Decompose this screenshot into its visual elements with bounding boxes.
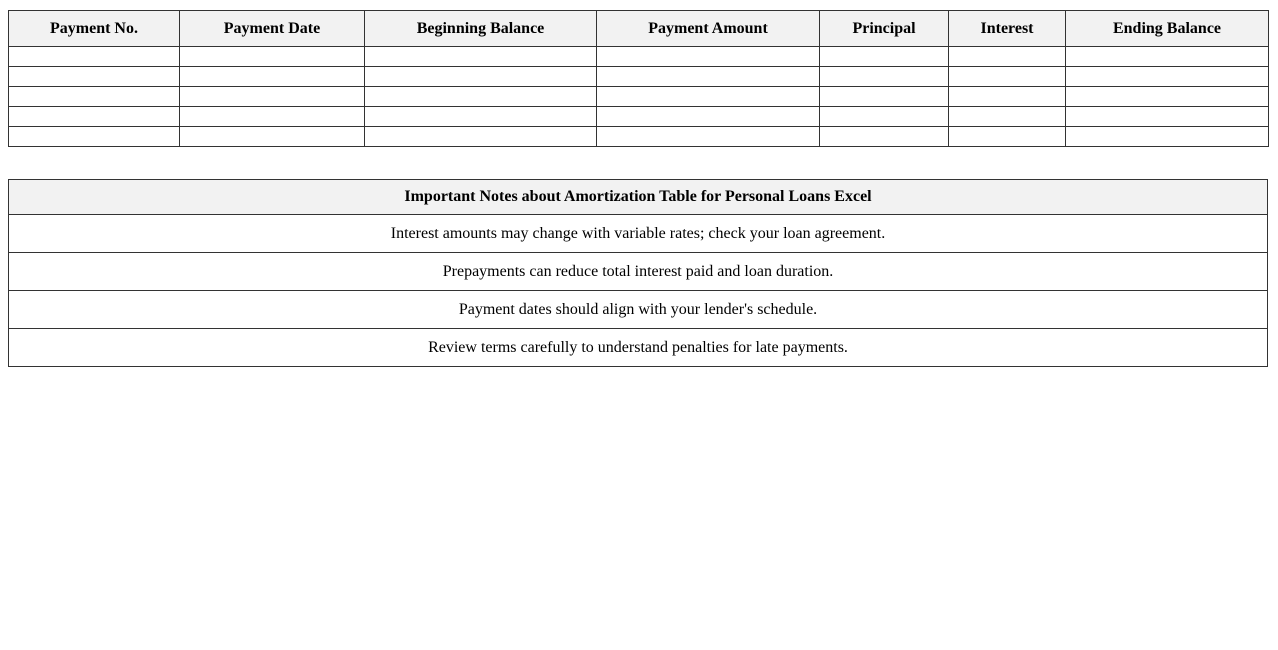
note-text: Prepayments can reduce total interest paid and loan duration. xyxy=(9,253,1268,291)
table-cell xyxy=(820,47,949,67)
table-cell xyxy=(820,127,949,147)
table-cell xyxy=(180,67,365,87)
table-cell xyxy=(597,67,820,87)
table-cell xyxy=(180,87,365,107)
column-header-interest: Interest xyxy=(949,11,1066,47)
table-cell xyxy=(9,67,180,87)
table-cell xyxy=(9,47,180,67)
table-cell xyxy=(820,87,949,107)
table-cell xyxy=(949,127,1066,147)
table-cell xyxy=(365,87,597,107)
note-text: Interest amounts may change with variable rates; check your loan agreement. xyxy=(9,215,1268,253)
table-cell xyxy=(180,107,365,127)
table-cell xyxy=(1066,127,1269,147)
table-row xyxy=(9,47,1269,67)
column-header-principal: Principal xyxy=(820,11,949,47)
table-cell xyxy=(597,127,820,147)
table-cell xyxy=(1066,87,1269,107)
table-cell xyxy=(949,107,1066,127)
column-header-beginning-balance: Beginning Balance xyxy=(365,11,597,47)
table-row xyxy=(9,127,1269,147)
note-row xyxy=(9,291,1268,329)
table-cell xyxy=(949,47,1066,67)
note-row xyxy=(9,329,1268,367)
table-cell xyxy=(949,87,1066,107)
column-header-payment-amount: Payment Amount xyxy=(597,11,820,47)
table-cell xyxy=(180,47,365,67)
table-cell xyxy=(597,47,820,67)
note-row xyxy=(9,253,1268,291)
table-cell xyxy=(949,67,1066,87)
table-row xyxy=(9,87,1269,107)
column-header-payment-no: Payment No. xyxy=(9,11,180,47)
notes-title: Important Notes about Amortization Table for Personal Loans Excel xyxy=(9,180,1268,215)
note-text: Payment dates should align with your lender's schedule. xyxy=(9,291,1268,329)
table-cell xyxy=(9,127,180,147)
table-cell xyxy=(1066,107,1269,127)
table-cell xyxy=(365,107,597,127)
notes-table xyxy=(8,179,1268,367)
table-cell xyxy=(9,87,180,107)
table-cell xyxy=(1066,47,1269,67)
table-cell xyxy=(180,127,365,147)
column-header-payment-date: Payment Date xyxy=(180,11,365,47)
amortization-table xyxy=(8,10,1269,147)
column-header-ending-balance: Ending Balance xyxy=(1066,11,1269,47)
note-text: Review terms carefully to understand penalties for late payments. xyxy=(9,329,1268,367)
table-cell xyxy=(1066,67,1269,87)
table-cell xyxy=(820,67,949,87)
table-cell xyxy=(365,67,597,87)
amortization-header-row xyxy=(9,11,1269,47)
table-cell xyxy=(597,87,820,107)
table-cell xyxy=(365,127,597,147)
notes-header-row xyxy=(9,180,1268,215)
table-cell xyxy=(365,47,597,67)
table-cell xyxy=(820,107,949,127)
table-cell xyxy=(9,107,180,127)
table-row xyxy=(9,107,1269,127)
note-row xyxy=(9,215,1268,253)
table-row xyxy=(9,67,1269,87)
table-cell xyxy=(597,107,820,127)
